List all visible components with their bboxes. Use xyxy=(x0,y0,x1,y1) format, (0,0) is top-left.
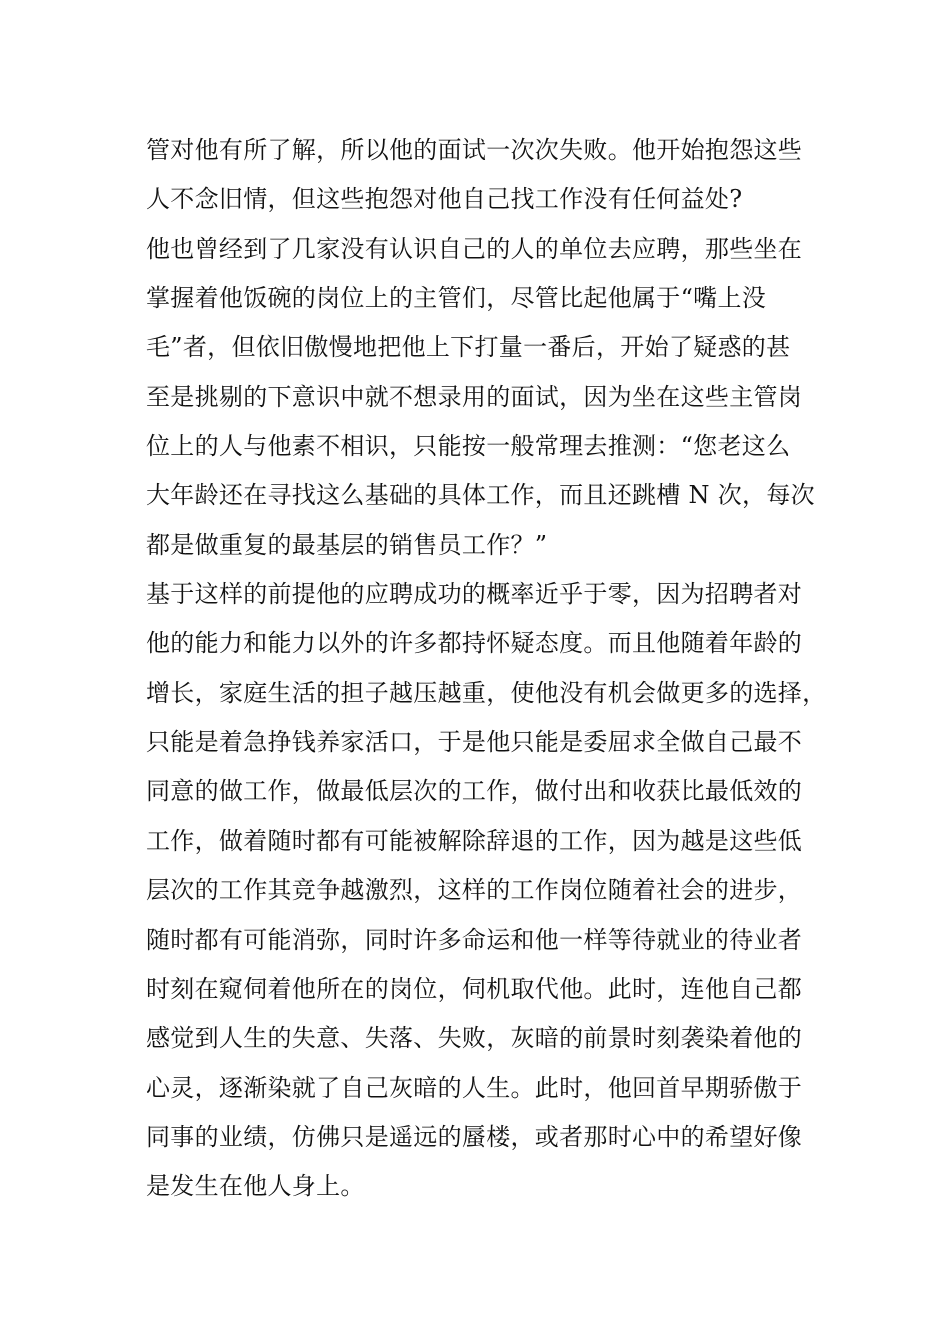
text-line: 感觉到人生的失意、失落、失败，灰暗的前景时刻袭染着他的 xyxy=(146,1024,803,1053)
text-line: 管对他有所了解，所以他的面试一次次失败。他开始抱怨这些 xyxy=(146,136,803,164)
text-line: 至是挑剔的下意识中就不想录用的面试，因为坐在这些主管岗 xyxy=(146,382,803,411)
text-line: 都是做重复的最基层的销售员工作？” xyxy=(146,530,548,559)
text-line: 时刻在窥伺着他所在的岗位，伺机取代他。此时，连他自己都 xyxy=(146,974,803,1003)
text-line: 心灵，逐渐染就了自己灰暗的人生。此时，他回首早期骄傲于 xyxy=(146,1073,803,1102)
text-line: 他的能力和能力以外的许多都持怀疑态度。而且他随着年龄的 xyxy=(146,629,803,658)
text-line: 工作，做着随时都有可能被解除辞退的工作，因为越是这些低 xyxy=(146,826,803,855)
text-line: 掌握着他饭碗的岗位上的主管们，尽管比起他属于“嘴上没 xyxy=(146,284,767,313)
text-line: 随时都有可能消弥，同时许多命运和他一样等待就业的待业者 xyxy=(146,925,803,954)
text-line: 同事的业绩，仿佛只是遥远的蜃楼，或者那时心中的希望好像 xyxy=(146,1122,803,1151)
text-line: 层次的工作其竞争越激烈，这样的工作岗位随着社会的进步， xyxy=(146,876,803,905)
text-line: 是发生在他人身上。 xyxy=(146,1172,365,1201)
text-line: 人不念旧情，但这些抱怨对他自己找工作没有任何益处? xyxy=(146,185,743,214)
body-text xyxy=(146,126,836,1212)
text-line: 他也曾经到了几家没有认识自己的人的单位去应聘，那些坐在 xyxy=(146,234,803,263)
text-line: 增长，家庭生活的担子越压越重，使他没有机会做更多的选择， xyxy=(146,678,827,707)
text-line: 只能是着急挣钱养家活口，于是他只能是委屈求全做自己最不 xyxy=(146,728,803,757)
text-line: 毛”者，但依旧傲慢地把他上下打量一番后，开始了疑惑的甚 xyxy=(146,333,791,362)
text-line: 大年龄还在寻找这么基础的具体工作，而且还跳槽 N 次，每次 xyxy=(146,481,815,510)
text-line: 基于这样的前提他的应聘成功的概率近乎于零，因为招聘者对 xyxy=(146,580,803,609)
text-line: 同意的做工作，做最低层次的工作，做付出和收获比最低效的 xyxy=(146,777,803,806)
text-line: 位上的人与他素不相识，只能按一般常理去推测：“您老这么 xyxy=(146,432,791,461)
